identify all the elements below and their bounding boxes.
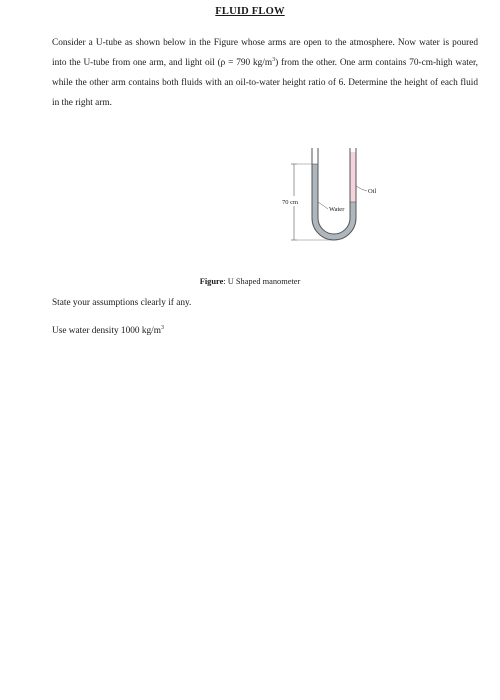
oil-leader	[356, 186, 367, 191]
u-tube-figure	[270, 146, 400, 256]
dimension-label: 70 cm	[282, 199, 299, 206]
assumptions-note: State your assumptions clearly if any.	[52, 298, 192, 308]
water-column	[312, 164, 356, 240]
water-leader	[318, 202, 328, 209]
problem-text-part1: Consider a U-tube as shown below in the Figure whose arms are open to the atmosphere. Now water is poured into the U-tube from one arm, and light oil (ρ = 790 kg/m	[52, 38, 478, 68]
oil-column	[350, 152, 356, 202]
tube-inner-wall	[318, 148, 350, 234]
problem-statement	[52, 33, 478, 113]
u-tube-diagram	[270, 146, 400, 256]
problem-superscript: 3	[272, 56, 276, 63]
figure-caption-text: : U Shaped manometer	[223, 277, 301, 286]
problem-text-part2: ) from the other. One arm contains 70-cm-high water, while the other arm contains both fluids with an oil-to-water height ratio of 6. Determine the height of each fluid in the right arm.	[52, 58, 478, 108]
density-note	[52, 326, 164, 336]
oil-label: Oil	[368, 188, 377, 195]
figure-caption-prefix: Figure	[199, 277, 224, 286]
density-text: Use water density 1000 kg/m	[52, 326, 161, 336]
page-title: FLUID FLOW	[215, 6, 285, 17]
figure-caption	[0, 277, 500, 286]
density-superscript: 3	[160, 324, 164, 331]
water-label: Water	[329, 206, 345, 213]
